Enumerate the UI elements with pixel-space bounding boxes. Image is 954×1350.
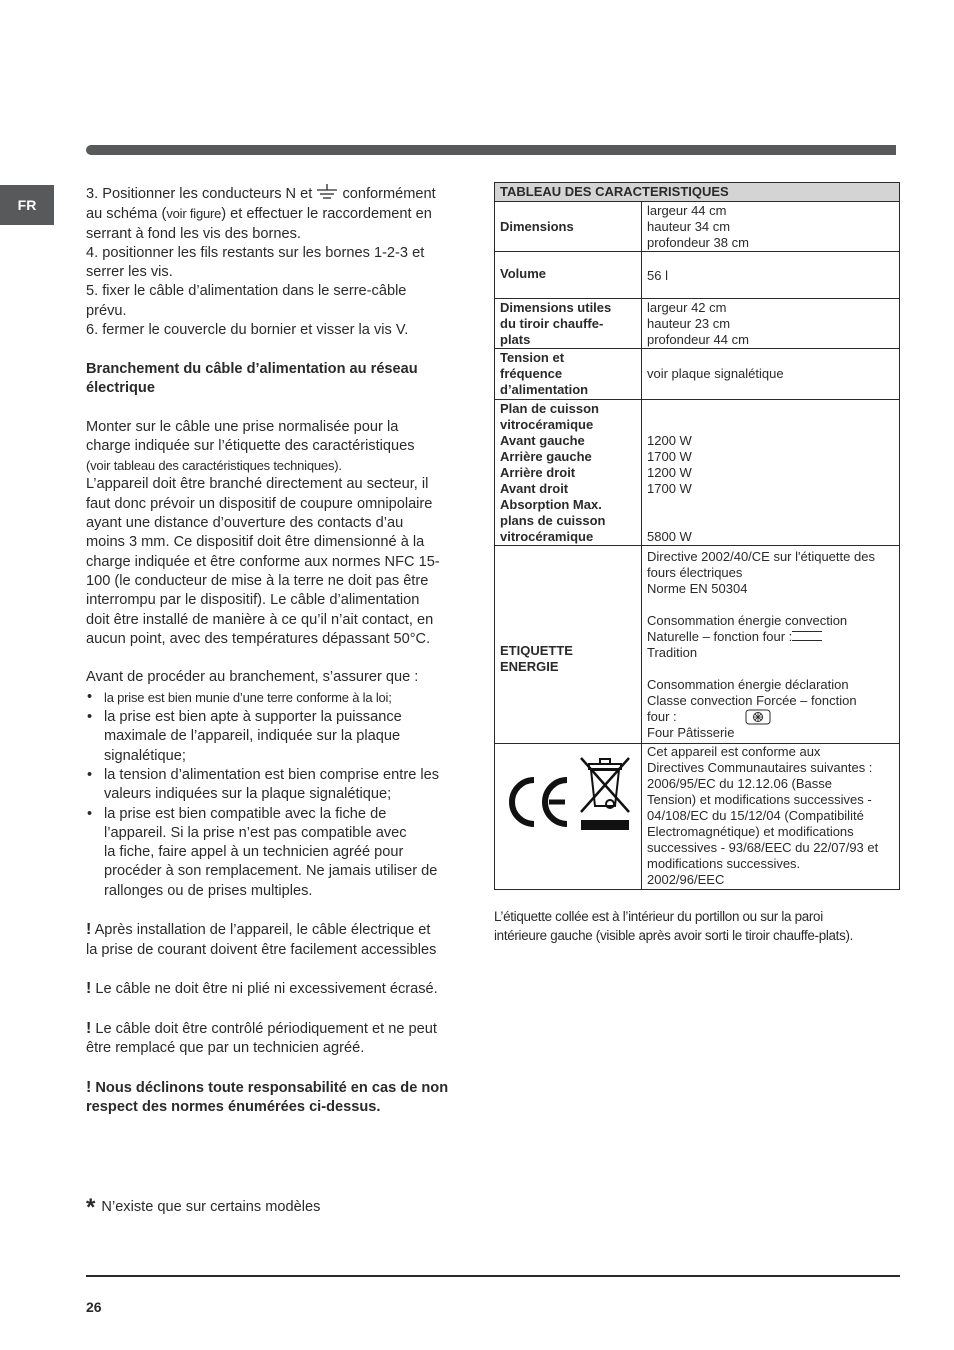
row-value: Directive 2002/40/CE sur l'étiquette des fours électriques Norme EN 50304 Consommation énergie convection Naturelle – fonction four : Tradition Consommation énergie déclaration Classe convection Forcée – fonction four : Four Pâtisserie <box>642 546 900 744</box>
row-label: Volume <box>495 252 642 299</box>
warning-text: ! Après installation de l’appareil, le câble électrique et <box>86 921 431 939</box>
text-line: 5. fixer le câble d’alimentation dans le serre-câble <box>86 283 407 300</box>
table-row-conformity <box>495 744 900 890</box>
text-line: 4. positionner les fils restants sur les bornes 1-2-3 et <box>86 244 425 261</box>
table-row <box>495 400 900 546</box>
text-line: ayant une distance d’ouverture des contacts d’au <box>86 515 404 532</box>
text-line: charge indiquée sur l’étiquette des caractéristiques <box>86 437 415 454</box>
section-heading: électrique <box>86 379 155 396</box>
header-bar <box>86 145 896 155</box>
row-value: 1200 W 1700 W 1200 W 1700 W 5800 W <box>642 400 900 546</box>
label-location-note: L’étiquette collée est à l’intérieur du portillon ou sur la paroi intérieure gauche (visible après avoir sorti le tiroir chauffe-plats). <box>494 909 854 943</box>
language-tab <box>0 185 54 225</box>
text-line: interrompu par le dispositif). Le câble d’alimentation <box>86 592 420 609</box>
text-line: serrant à fond les vis des bornes. <box>86 225 301 242</box>
footer-rule <box>86 1275 900 1277</box>
warning-mark: ! <box>86 1019 92 1037</box>
final-warning: ! Nous déclinons toute responsabilité en cas de non <box>86 1078 449 1096</box>
table-row <box>495 252 900 299</box>
language-label: FR <box>17 197 37 213</box>
row-value: Cet appareil est conforme aux Directives Communautaires suivantes : 2006/95/EC du 12.12.06 (Basse Tension) et modifications successives - 04/108/EC du 15/12/04 (Compatibilité Electromagnétique) et modifications successives - 93/68/EEC du 22/07/93 et modifications successives. 2002/96/EEC <box>642 744 900 890</box>
section-heading: Branchement du câble d’alimentation au réseau <box>86 360 418 377</box>
text-line: faut donc prévoir un dispositif de coupure omnipolaire <box>86 495 433 512</box>
table-row <box>495 349 900 400</box>
table-row <box>495 202 900 252</box>
row-label: Plan de cuisson vitrocéramique Avant gauche Arrière gauche Arrière droit Avant droit Absorption Max. plans de cuisson vitrocéramique <box>495 400 642 546</box>
table-title: TABLEAU DES CARACTERISTIQUES <box>495 183 900 202</box>
row-label: Dimensions utiles du tiroir chauffe- plats <box>495 299 642 349</box>
text-line: Monter sur le câble une prise normalisée pour la <box>86 418 399 435</box>
text-line: Avant de procéder au branchement, s’assurer que : <box>86 669 419 686</box>
ground-icon <box>316 184 338 200</box>
row-value: largeur 42 cm hauteur 23 cm profondeur 44 cm <box>642 299 900 349</box>
table-header <box>495 183 900 202</box>
text-line: 6. fermer le couvercle du bornier et visser la vis V. <box>86 322 409 339</box>
row-value: voir plaque signalétique <box>642 349 900 400</box>
final-warning: respect des normes énumérées ci-dessus. <box>86 1098 381 1115</box>
text-line: serrer les vis. <box>86 264 173 281</box>
specifications-table <box>494 182 900 890</box>
text-line: doit être installé de manière à ce qu’il n’ait contact, en <box>86 611 434 628</box>
step-3-line: 3. Positionner les conducteurs N et conformément <box>86 186 436 202</box>
row-label: Dimensions <box>495 202 642 252</box>
list-item: • la tension d’alimentation est bien comprise entre les valeurs indiquées sur la plaque signalétique; <box>86 766 466 805</box>
warning-mark: ! <box>86 1078 92 1096</box>
row-value: largeur 44 cm hauteur 34 cm profondeur 38 cm <box>642 202 900 252</box>
energy-value-placeholder <box>792 631 822 641</box>
row-value: 56 l <box>642 252 900 299</box>
row-label: Tension et fréquence d’alimentation <box>495 349 642 400</box>
ce-mark-icon <box>503 774 573 830</box>
text-line: moins 3 mm. Ce dispositif doit être dimensionné à la <box>86 534 425 551</box>
weee-bin-icon <box>577 752 633 830</box>
step-3-line-2: au schéma (voir figure) et effectuer le raccordement en <box>86 206 432 223</box>
text-line: charge indiquée et être conforme aux normes NFC 15- <box>86 553 440 570</box>
warning-text: ! Le câble doit être contrôlé périodiquement et ne peut <box>86 1019 437 1037</box>
warning-mark: ! <box>86 980 92 998</box>
installation-instructions <box>86 184 466 1117</box>
text-line: 100 (le conducteur de mise à la terre ne doit pas être <box>86 572 429 589</box>
text-line: prévu. <box>86 302 127 319</box>
page-number: 26 <box>86 1299 102 1315</box>
table-row <box>495 299 900 349</box>
list-item: • la prise est bien munie d’une terre conforme à la loi; <box>86 688 466 708</box>
asterisk-icon: * <box>86 1194 96 1221</box>
row-label: ETIQUETTE ENERGIE <box>495 546 642 744</box>
text-line: L’appareil doit être branché directement au secteur, il <box>86 476 429 493</box>
conformity-marks <box>495 744 642 890</box>
warning-mark: ! <box>86 921 92 939</box>
list-item: • la prise est bien compatible avec la fiche de l’appareil. Si la prise n’est pas compatible avec la fiche, faire appel à un technicien agréé pour procéder à son remplacement. Ne jamais utiliser de rallonges ou de prises multiples. <box>86 805 466 901</box>
text-line: aucun point, avec des températures dépassant 50°C. <box>86 630 431 647</box>
warning-text: être remplacé que par un technicien agréé. <box>86 1040 365 1057</box>
warning-text: la prise de courant doivent être facilement accessibles <box>86 941 437 958</box>
footnote: * N’existe que sur certains modèles <box>86 1194 321 1221</box>
fan-oven-icon <box>745 709 771 725</box>
list-item: • la prise est bien apte à supporter la puissance maximale de l’appareil, indiquée sur la plaque signalétique; <box>86 708 466 766</box>
table-row-energy <box>495 546 900 744</box>
check-list <box>86 688 466 901</box>
warning-text: ! Le câble ne doit être ni plié ni excessivement écrasé. <box>86 980 438 998</box>
text-line: (voir tableau des caractéristiques techniques). <box>86 458 342 474</box>
